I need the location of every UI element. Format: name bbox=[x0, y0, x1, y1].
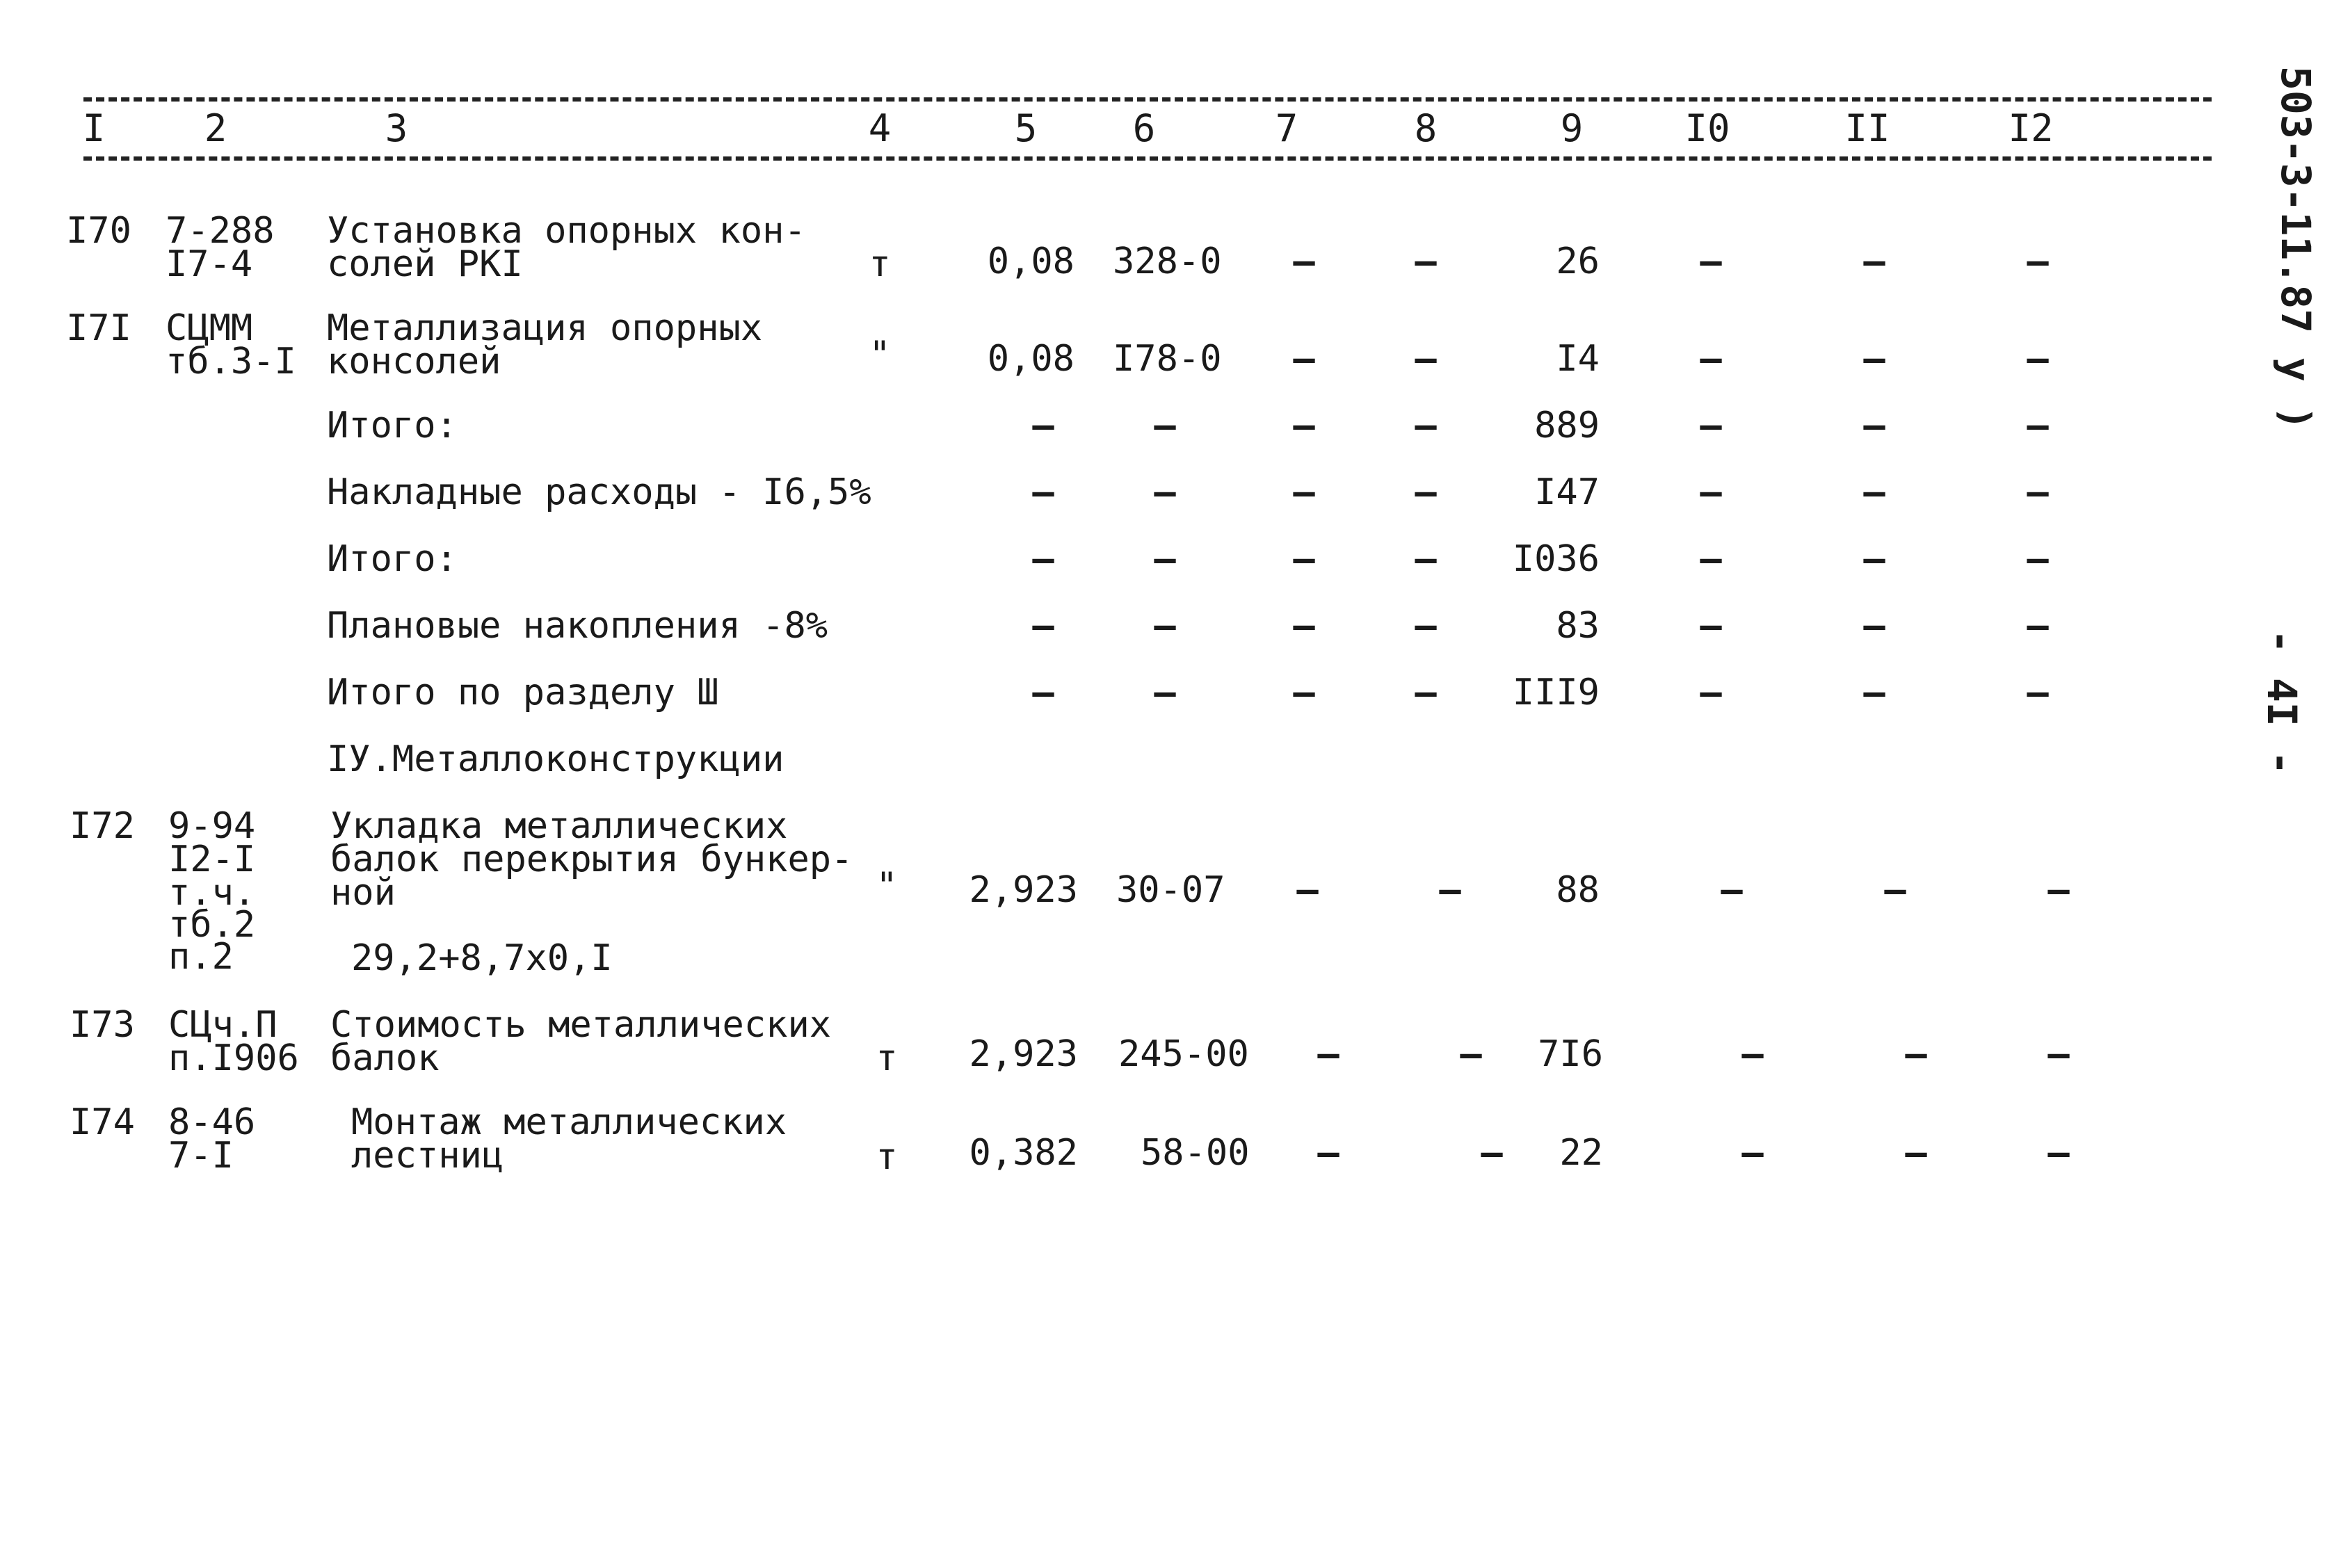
overhead-col5: – bbox=[1032, 471, 1054, 513]
row-171-col6: I78-0 bbox=[1113, 338, 1222, 380]
row-172-desc-3: ной bbox=[330, 872, 396, 914]
planned-savings-col7: – bbox=[1293, 605, 1315, 647]
row-174-col9: 22 bbox=[1559, 1132, 1603, 1174]
subtotal-2-col7: – bbox=[1293, 538, 1315, 580]
row-172-code-3: т.ч. bbox=[168, 872, 256, 914]
row-172-code-2: I2-I bbox=[168, 839, 256, 880]
row-174-code-1: 8-46 bbox=[168, 1101, 256, 1143]
header-col-2: 2 bbox=[204, 106, 227, 150]
subtotal-2-col6: – bbox=[1154, 538, 1176, 580]
row-172-col7: – bbox=[1296, 869, 1319, 911]
row-171-col9: I4 bbox=[1556, 338, 1600, 380]
row-170-col11: – bbox=[1863, 241, 1885, 282]
row-170-col6: 328-0 bbox=[1113, 241, 1222, 282]
header-top-rule bbox=[83, 97, 2212, 102]
row-172-desc-1: Укладка металлических bbox=[330, 805, 788, 847]
row-170-number: I70 bbox=[66, 210, 131, 252]
document-code: 503-3-11.87 у ) bbox=[2272, 66, 2319, 430]
subtotal-2-col8: – bbox=[1415, 538, 1437, 580]
row-174-code-2: 7-I bbox=[168, 1135, 234, 1177]
subtotal-1-col5: – bbox=[1032, 405, 1054, 446]
overhead-label: Накладные расходы - I6,5% bbox=[327, 471, 871, 513]
row-171-number: I7I bbox=[66, 307, 131, 349]
row-172-col5: 2,923 bbox=[969, 869, 1078, 911]
row-174-unit: т bbox=[876, 1136, 898, 1178]
row-174-desc-1: Монтаж металлических bbox=[351, 1101, 787, 1143]
row-173-col8: – bbox=[1460, 1033, 1482, 1075]
page-number: - 4I - bbox=[2258, 629, 2305, 775]
subtotal-2-label: Итого: bbox=[327, 538, 458, 580]
overhead-col9: I47 bbox=[1534, 471, 1600, 513]
row-171-code-1: СЦММ bbox=[166, 307, 253, 349]
subtotal-2-col12: – bbox=[2027, 538, 2049, 580]
planned-savings-col6: – bbox=[1154, 605, 1176, 647]
overhead-col7: – bbox=[1293, 471, 1315, 513]
row-172-note: 29,2+8,7x0,I bbox=[351, 937, 613, 979]
row-173-number: I73 bbox=[70, 1004, 135, 1046]
header-col-1: I bbox=[82, 106, 106, 150]
row-173-code-2: п.I906 bbox=[168, 1037, 299, 1079]
subtotal-1-col12: – bbox=[2027, 405, 2049, 446]
section-total-col11: – bbox=[1863, 672, 1885, 713]
row-174-desc-2: лестниц bbox=[351, 1135, 504, 1177]
row-171-col5: 0,08 bbox=[987, 338, 1075, 380]
row-172-col12: – bbox=[2047, 869, 2070, 911]
section-total-col7: – bbox=[1293, 672, 1315, 713]
row-173-col10: – bbox=[1741, 1033, 1764, 1075]
section-total-label: Итого по разделу Ш bbox=[327, 672, 719, 713]
section-total-col12: – bbox=[2027, 672, 2049, 713]
row-174-col10: – bbox=[1741, 1132, 1764, 1174]
subtotal-1-col9: 889 bbox=[1534, 405, 1600, 446]
row-172-code-1: 9-94 bbox=[168, 805, 256, 847]
planned-savings-col8: – bbox=[1415, 605, 1437, 647]
section-heading: IУ.Металлоконструкции bbox=[327, 738, 784, 780]
row-172-col10: – bbox=[1721, 869, 1743, 911]
subtotal-2-col10: – bbox=[1700, 538, 1722, 580]
row-172-unit: " bbox=[876, 865, 898, 907]
row-173-col11: – bbox=[1905, 1033, 1927, 1075]
row-174-col7: – bbox=[1317, 1132, 1339, 1174]
row-174-col5: 0,382 bbox=[969, 1132, 1078, 1174]
row-174-col11: – bbox=[1905, 1132, 1927, 1174]
row-171-code-2: тб.3-I bbox=[166, 341, 296, 382]
section-total-col6: – bbox=[1154, 672, 1176, 713]
subtotal-1-col10: – bbox=[1700, 405, 1722, 446]
overhead-col11: – bbox=[1863, 471, 1885, 513]
subtotal-1-label: Итого: bbox=[327, 405, 458, 446]
overhead-col6: – bbox=[1154, 471, 1176, 513]
row-171-col8: – bbox=[1415, 338, 1437, 380]
row-173-code-1: СЦч.П bbox=[168, 1004, 277, 1046]
row-170-desc-1: Установка опорных кон- bbox=[327, 210, 806, 252]
row-171-col7: – bbox=[1293, 338, 1315, 380]
subtotal-1-col6: – bbox=[1154, 405, 1176, 446]
planned-savings-col12: – bbox=[2027, 605, 2049, 647]
subtotal-1-col7: – bbox=[1293, 405, 1315, 446]
row-170-col8: – bbox=[1415, 241, 1437, 282]
row-172-col11: – bbox=[1884, 869, 1906, 911]
row-171-unit: " bbox=[869, 334, 891, 375]
overhead-col12: – bbox=[2027, 471, 2049, 513]
header-col-10: I0 bbox=[1684, 106, 1730, 150]
planned-savings-col11: – bbox=[1863, 605, 1885, 647]
row-171-desc-2: консолей bbox=[327, 341, 501, 382]
row-170-col12: – bbox=[2027, 241, 2049, 282]
row-170-unit: т bbox=[869, 243, 891, 285]
row-170-col5: 0,08 bbox=[987, 241, 1075, 282]
subtotal-1-col8: – bbox=[1415, 405, 1437, 446]
row-173-col9: 7I6 bbox=[1538, 1033, 1603, 1075]
planned-savings-col10: – bbox=[1700, 605, 1722, 647]
row-173-col12: – bbox=[2047, 1033, 2070, 1075]
subtotal-1-col11: – bbox=[1863, 405, 1885, 446]
row-172-col9: 88 bbox=[1556, 869, 1600, 911]
header-col-6: 6 bbox=[1132, 106, 1156, 150]
row-172-col6: 30-07 bbox=[1116, 869, 1225, 911]
row-173-col7: – bbox=[1317, 1033, 1339, 1075]
header-col-11: II bbox=[1844, 106, 1890, 150]
overhead-col8: – bbox=[1415, 471, 1437, 513]
row-174-col6: 58-00 bbox=[1141, 1132, 1250, 1174]
planned-savings-label: Плановые накопления -8% bbox=[327, 605, 828, 647]
planned-savings-col5: – bbox=[1032, 605, 1054, 647]
row-174-col12: – bbox=[2047, 1132, 2070, 1174]
row-174-col8: – bbox=[1481, 1132, 1503, 1174]
planned-savings-col9: 83 bbox=[1556, 605, 1600, 647]
row-172-desc-2: балок перекрытия бункер- bbox=[330, 839, 853, 880]
row-172-code-4: тб.2 bbox=[168, 904, 256, 946]
row-170-col10: – bbox=[1700, 241, 1722, 282]
row-172-code-5: п.2 bbox=[168, 936, 234, 978]
section-total-col9: III9 bbox=[1512, 672, 1600, 713]
section-total-col10: – bbox=[1700, 672, 1722, 713]
row-170-col9: 26 bbox=[1556, 241, 1600, 282]
header-col-7: 7 bbox=[1275, 106, 1298, 150]
row-173-desc-2: балок bbox=[330, 1037, 440, 1079]
header-col-3: 3 bbox=[385, 106, 408, 150]
row-174-number: I74 bbox=[70, 1101, 135, 1143]
row-170-code-1: 7-288 bbox=[166, 210, 275, 252]
subtotal-2-col5: – bbox=[1032, 538, 1054, 580]
header-col-8: 8 bbox=[1414, 106, 1438, 150]
subtotal-2-col9: I036 bbox=[1512, 538, 1600, 580]
header-col-9: 9 bbox=[1560, 106, 1584, 150]
row-172-col8: – bbox=[1439, 869, 1461, 911]
overhead-col10: – bbox=[1700, 471, 1722, 513]
row-171-col12: – bbox=[2027, 338, 2049, 380]
row-170-desc-2: солей РКI bbox=[327, 243, 523, 285]
section-total-col5: – bbox=[1032, 672, 1054, 713]
subtotal-2-col11: – bbox=[1863, 538, 1885, 580]
row-171-col10: – bbox=[1700, 338, 1722, 380]
row-170-code-2: I7-4 bbox=[166, 243, 253, 285]
row-170-col7: – bbox=[1293, 241, 1315, 282]
row-173-col6: 245-00 bbox=[1118, 1033, 1249, 1075]
section-total-col8: – bbox=[1415, 672, 1437, 713]
header-bottom-rule bbox=[83, 156, 2212, 161]
row-173-desc-1: Стоимость металлических bbox=[330, 1004, 832, 1046]
header-col-5: 5 bbox=[1014, 106, 1038, 150]
row-171-col11: – bbox=[1863, 338, 1885, 380]
header-col-4: 4 bbox=[868, 106, 892, 150]
row-173-col5: 2,923 bbox=[969, 1033, 1078, 1075]
header-col-12: I2 bbox=[2008, 106, 2054, 150]
row-173-unit: т bbox=[876, 1037, 898, 1079]
row-171-desc-1: Металлизация опорных bbox=[327, 307, 763, 349]
row-172-number: I72 bbox=[70, 805, 135, 847]
